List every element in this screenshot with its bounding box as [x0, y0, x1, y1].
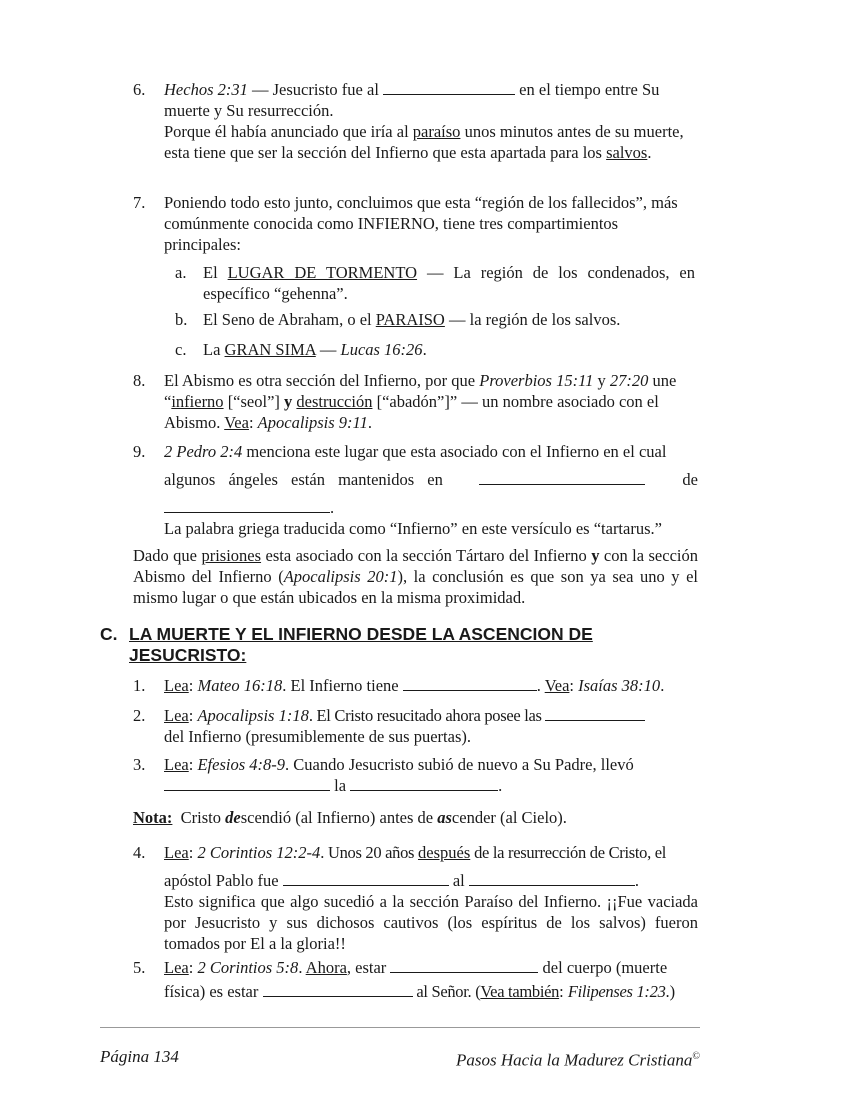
book-title-text: Pasos Hacia la Madurez Cristiana [455, 1050, 693, 1070]
list-item-c3 [133, 754, 698, 796]
item-text: física) es estar [164, 982, 263, 1001]
item-text: . [330, 498, 335, 517]
item-text: : [188, 706, 198, 725]
item-text: : [188, 676, 198, 695]
book-title [456, 1046, 700, 1071]
fill-blank[interactable] [383, 79, 515, 95]
sublist-item-c [175, 339, 695, 360]
item-text: al Señor. ( [412, 982, 481, 1001]
fill-blank[interactable] [283, 870, 449, 886]
item-text: . [498, 776, 503, 795]
item-number: 5. [133, 958, 146, 977]
item-number: 3. [133, 755, 146, 774]
item-text: . [634, 871, 639, 890]
item-text: . [660, 676, 665, 695]
item-text: algunos ángeles están mantenidos en [164, 470, 443, 489]
item-number: 8. [133, 371, 146, 390]
item-text: — [315, 340, 341, 359]
list-item-c1 [133, 675, 698, 696]
item-text: Poniendo todo esto junto, concluimos que esta “región de los fallecidos”, más comúnmente conocida como INFIERNO, tiene tres compartimientos principales: [164, 193, 678, 254]
item-text: : [188, 755, 198, 774]
item-text: : [188, 958, 198, 977]
item-text: . Cuando Jesucristo subió de nuevo a Su Padre, llevó [284, 755, 634, 774]
scripture-ref: Filipenses 1:23 [567, 982, 666, 1001]
scripture-ref: Hechos 2:31 [164, 80, 248, 99]
scripture-ref: 2 Corintios 12:2-4 [197, 843, 321, 862]
section-heading [100, 624, 620, 666]
sublist-item-a [175, 262, 695, 304]
item-text: — Jesucristo fue al [247, 80, 384, 99]
item-text: . [536, 676, 545, 695]
item-text: menciona este lugar que esta asociado con el Infierno en el cual [242, 442, 667, 461]
item-number: 6. [133, 80, 146, 99]
list-item-c4 [133, 842, 698, 954]
copyright-mark: © [692, 1051, 700, 1062]
item-text: : [559, 982, 568, 1001]
emphasis-prefix: de [225, 808, 241, 827]
fill-blank[interactable] [263, 981, 413, 997]
fill-blank[interactable] [164, 775, 330, 791]
item-text: Porque él había anunciado que iría al [164, 122, 413, 141]
fill-blank[interactable] [545, 705, 645, 721]
emphasis-prefix: as [437, 808, 452, 827]
item-text: Esto significa que algo sucedió a la sección Paraíso del Infierno. ¡¡Fue vaciada por Jesucristo y sus dichosos cautivos (los espíritus de los salvos) fueron tomados por El a la gloria!! [164, 892, 698, 953]
item-text: la [330, 776, 351, 795]
note [133, 807, 698, 828]
underlined-word: GRAN SIMA [224, 340, 316, 359]
sublist-letter: b. [175, 310, 188, 329]
scripture-ref: Mateo 16:18 [197, 676, 283, 695]
scripture-ref: 2 Corintios 5:8 [197, 958, 299, 977]
fill-blank[interactable] [164, 497, 330, 513]
underlined-word: destrucción [296, 392, 373, 411]
item-text: El [203, 263, 228, 282]
scripture-ref: Apocalipsis 1:18 [197, 706, 309, 725]
list-item-6 [133, 79, 698, 163]
item-text: : [569, 676, 579, 695]
item-text: unos minutos antes de su muerte, esta tiene que ser la sección del Infierno que esta apartada para los [164, 122, 684, 162]
vea-label: Vea también [480, 982, 560, 1001]
item-text: del Infierno (presumiblemente de sus puertas). [164, 727, 471, 746]
footer-divider [100, 1027, 700, 1028]
underlined-word: PARAISO [375, 310, 445, 329]
scripture-ref: 27:20 [609, 371, 649, 390]
lea-label: Lea [164, 676, 189, 695]
item-text: : [188, 843, 198, 862]
item-text: scendió (al Infierno) antes de [240, 808, 438, 827]
item-text: La [203, 340, 225, 359]
lea-label: Lea [164, 843, 189, 862]
vea-label: Vea [544, 676, 570, 695]
lea-label: Lea [164, 706, 189, 725]
item-text: esta asociado con la sección Tártaro del Infierno [261, 546, 592, 565]
item-text: La palabra griega traducida como “Infierno” en este versículo es “tartarus.” [164, 519, 662, 538]
fill-blank[interactable] [403, 675, 537, 691]
item-text: . Unos 20 años [320, 843, 419, 862]
section-letter: C. [100, 624, 118, 644]
scripture-ref: Proverbios 15:11 [479, 371, 594, 390]
underlined-word: infierno [171, 392, 224, 411]
item-text: El Abismo es otra sección del Infierno, por que [164, 371, 480, 390]
item-text: de la resurrección de Cristo, el [470, 843, 667, 862]
underlined-word: prisiones [201, 546, 262, 565]
bold-word: y [284, 392, 293, 411]
underlined-word: después [418, 843, 471, 862]
item-text: . [298, 958, 306, 977]
item-text: — La región de los condenados, en específico “gehenna”. [203, 263, 695, 303]
sublist-letter: c. [175, 340, 187, 359]
item-number: 1. [133, 676, 146, 695]
item-text: [“seol”] [223, 392, 285, 411]
item-text: , estar [346, 958, 391, 977]
underlined-word: paraíso [412, 122, 461, 141]
item-text: con la sección Abismo del Infierno ( [133, 546, 698, 586]
item-text: ), la conclusión es que son ya sea uno y el mismo lugar o que están ubicados en la misma proximidad. [133, 567, 698, 607]
sublist-item-b [175, 309, 695, 330]
item-text: . [367, 413, 372, 432]
underlined-word: LUGAR DE TORMENTO [227, 263, 418, 282]
item-number: 4. [133, 843, 146, 862]
page-number: Página 134 [100, 1047, 179, 1066]
section-title: LA MUERTE Y EL INFIERNO DESDE LA ASCENCION DE JESUCRISTO: [129, 624, 593, 665]
item-text: : [248, 413, 258, 432]
item-text: del cuerpo (muerte [538, 958, 668, 977]
scripture-ref: Apocalipsis 20:1 [283, 567, 398, 586]
item-text: cender (al Cielo). [451, 808, 567, 827]
item-text: al [448, 871, 469, 890]
item-text: . El Infierno tiene [282, 676, 403, 695]
list-item-c5 [133, 957, 698, 1002]
scripture-ref: Isaías 38:10 [578, 676, 661, 695]
sublist-letter: a. [175, 263, 187, 282]
list-item-8 [133, 370, 698, 433]
note-label: Nota: [133, 808, 173, 827]
scripture-ref: Efesios 4:8-9 [197, 755, 285, 774]
item-text: . [422, 340, 427, 359]
item-text: en el tiempo entre Su muerte y Su resurrección. [164, 80, 660, 120]
item-text: de [682, 470, 698, 489]
item-number: 7. [133, 193, 146, 212]
scripture-ref: Apocalipsis 9:11 [257, 413, 368, 432]
summary-paragraph [133, 545, 698, 608]
scripture-ref: Lucas 16:26 [340, 340, 423, 359]
item-text: . [647, 143, 652, 162]
item-text: — la región de los salvos. [444, 310, 621, 329]
item-text: El Seno de Abraham, o el [203, 310, 376, 329]
bold-word: y [591, 546, 600, 565]
lea-label: Lea [164, 958, 189, 977]
item-text: .) [665, 982, 676, 1001]
list-item-7 [133, 192, 698, 255]
item-text: une “ [164, 371, 677, 411]
fill-blank[interactable] [469, 870, 635, 886]
fill-blank[interactable] [350, 775, 498, 791]
list-item-9 [133, 441, 698, 539]
fill-blank[interactable] [390, 957, 538, 973]
item-number: 2. [133, 706, 146, 725]
vea-label: Vea [224, 413, 249, 432]
scripture-ref: 2 Pedro 2:4 [164, 442, 243, 461]
fill-blank[interactable] [479, 469, 645, 485]
item-text: . El Cristo resucitado ahora posee las [308, 706, 546, 725]
underlined-word: Ahora [305, 958, 347, 977]
item-text: Dado que [133, 546, 202, 565]
item-text: apóstol Pablo fue [164, 871, 283, 890]
item-text: Cristo [172, 808, 226, 827]
list-item-c2 [133, 705, 698, 747]
underlined-word: salvos [606, 143, 648, 162]
item-number: 9. [133, 442, 146, 461]
item-text: y [593, 371, 610, 390]
item-text: [“abadón”]” — un nombre asociado con el Abismo. [164, 392, 659, 432]
lea-label: Lea [164, 755, 189, 774]
